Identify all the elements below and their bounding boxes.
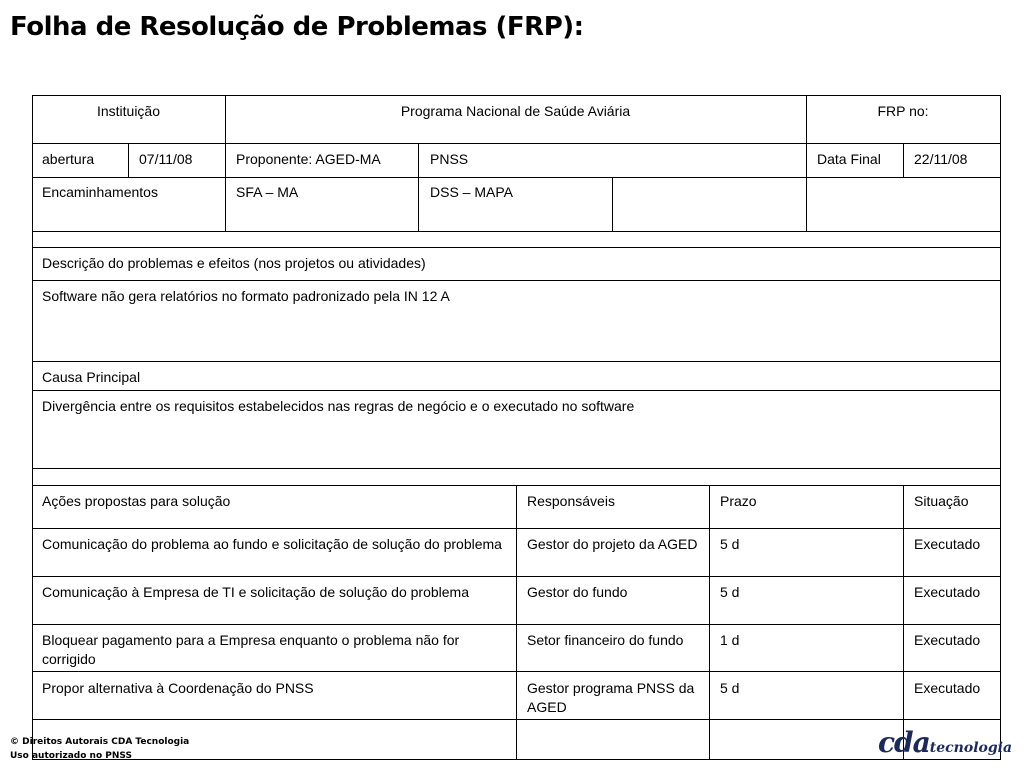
- data-final-value: 22/11/08: [914, 151, 968, 167]
- col-line: [709, 485, 710, 760]
- usage-line: Uso autorizado no PNSS: [10, 751, 132, 761]
- abertura-label: abertura: [42, 151, 95, 167]
- col-line: [128, 143, 129, 177]
- causa-text: Divergência entre os requisitos estabelecidos nas regras de negócio e o executado no software: [42, 398, 635, 414]
- programa-name: Programa Nacional de Saúde Aviária: [400, 103, 631, 119]
- copyright-footer: [10, 735, 189, 763]
- descricao-label: Descrição do problemas e efeitos (nos projetos ou atividades): [42, 255, 426, 271]
- acao-prazo: 1 d: [720, 632, 740, 648]
- frp-no-label: FRP no:: [877, 103, 929, 119]
- acao-situacao: Executado: [914, 680, 981, 696]
- row-line: [32, 177, 1001, 178]
- acao-situacao: Executado: [914, 536, 981, 552]
- col-line: [225, 143, 226, 177]
- acao-responsavel: Setor financeiro do fundo: [527, 632, 684, 648]
- situacao-header: Situação: [914, 493, 969, 509]
- data-final-label: Data Final: [817, 151, 881, 167]
- row-line: [32, 143, 1001, 144]
- responsaveis-header: Responsáveis: [527, 493, 615, 509]
- acao-prazo: 5 d: [720, 680, 740, 696]
- logo-mark: cda: [878, 726, 930, 759]
- row-line: [32, 95, 1001, 96]
- row-line: [32, 231, 1001, 232]
- col-line: [32, 95, 33, 760]
- col-line: [418, 143, 419, 177]
- row-line: [32, 247, 1001, 248]
- cda-logo: [878, 726, 1012, 759]
- encaminhamentos-label: Encaminhamentos: [42, 184, 158, 200]
- pnss-label: PNSS: [430, 151, 469, 167]
- descricao-text: Software não gera relatórios no formato padronizado pela IN 12 A: [42, 288, 450, 304]
- acao-situacao: Executado: [914, 584, 981, 600]
- copyright-line: © Direitos Autorais CDA Tecnologia: [10, 737, 190, 747]
- acao-prazo: 5 d: [720, 584, 740, 600]
- frp-table: [32, 95, 1001, 760]
- proponente: Proponente: AGED-MA: [236, 151, 381, 167]
- col-line: [1000, 95, 1001, 760]
- col-line: [903, 485, 904, 760]
- col-line: [806, 143, 807, 177]
- acao-text: Propor alternativa à Coordenação do PNSS: [42, 680, 314, 696]
- acao-situacao: Executado: [914, 632, 981, 648]
- acao-responsavel: Gestor programa PNSS da AGED: [527, 680, 695, 715]
- col-line: [225, 177, 226, 231]
- acoes-header: Ações propostas para solução: [42, 493, 231, 509]
- row-line: [32, 280, 1001, 281]
- acao-text: Comunicação do problema ao fundo e solicitação de solução do problema: [42, 536, 502, 552]
- page-title: Folha de Resolução de Problemas (FRP):: [10, 12, 584, 42]
- encaminhamento-dss: DSS – MAPA: [430, 184, 513, 200]
- logo-suffix: tecnologia: [929, 740, 1013, 756]
- instituicao-label: Instituição: [96, 103, 161, 119]
- abertura-date: 07/11/08: [139, 151, 193, 167]
- col-line: [418, 177, 419, 231]
- acao-text: Bloquear pagamento para a Empresa enquanto o problema não for corrigido: [42, 632, 460, 667]
- col-line: [516, 485, 517, 760]
- causa-label: Causa Principal: [42, 369, 141, 385]
- col-line: [612, 177, 613, 231]
- col-line: [903, 143, 904, 177]
- row-line: [32, 468, 1001, 469]
- acao-responsavel: Gestor do fundo: [527, 584, 628, 600]
- encaminhamento-sfa: SFA – MA: [236, 184, 299, 200]
- row-line: [32, 361, 1001, 362]
- acao-text: Comunicação à Empresa de TI e solicitação de solução do problema: [42, 584, 469, 600]
- acao-responsavel: Gestor do projeto da AGED: [527, 536, 698, 552]
- prazo-header: Prazo: [720, 493, 757, 509]
- col-line: [806, 177, 807, 231]
- acao-prazo: 5 d: [720, 536, 740, 552]
- row-line: [32, 390, 1001, 391]
